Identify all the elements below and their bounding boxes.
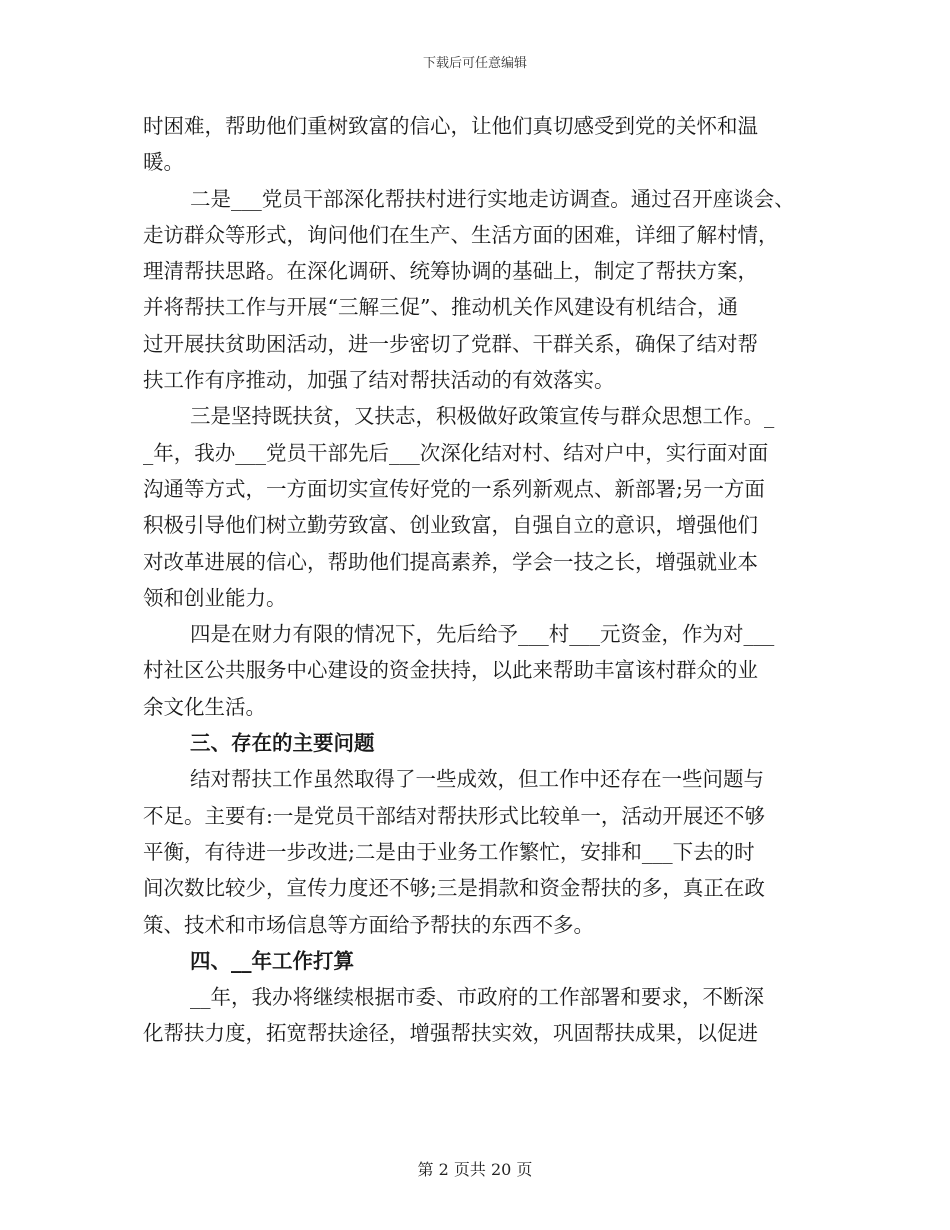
text-line: 理清帮扶思路。在深化调研、统筹协调的基础上，制定了帮扶方案， (143, 259, 758, 284)
text-line: __年，我办将继续根据市委、市政府的工作部署和要求，不断深 (190, 985, 764, 1010)
text-line: 三是坚持既扶贫，又扶志，积极做好政策宣传与群众思想工作。_ (190, 404, 775, 429)
text-line: 暖。 (143, 150, 184, 175)
text-line: 扶工作有序推动，加强了结对帮扶活动的有效落实。 (143, 368, 615, 393)
text-line: 四是在财力有限的情况下，先后给予___村___元资金，作为对___ (190, 622, 775, 647)
text-line: 对改革进展的信心，帮助他们提高素养，学会一技之长，增强就业本 (143, 549, 758, 574)
text-line: 沟通等方式，一方面切实宣传好党的一系列新观点、新部署;另一方面 (143, 476, 765, 501)
page-footer: 第 2 页共 20 页 (417, 1160, 533, 1179)
text-line: 村社区公共服务中心建设的资金扶持，以此来帮助丰富该村群众的业 (143, 658, 758, 683)
section-heading: 三、存在的主要问题 (190, 731, 375, 756)
text-line: 时困难，帮助他们重树致富的信心，让他们真切感受到党的关怀和温 (143, 114, 758, 138)
page-header: 下载后可任意编辑 (422, 56, 527, 71)
text-line: 间次数比较少，宣传力度还不够;三是捐款和资金帮扶的多，真正在政 (143, 876, 765, 901)
text-line: 余文化生活。 (143, 694, 266, 719)
text-line: 并将帮扶工作与开展“三解三促”、推动机关作风建设有机结合，通 (143, 295, 738, 320)
text-line: 积极引导他们树立勤劳致富、创业致富，自强自立的意识，增强他们 (143, 513, 758, 538)
text-line: 平衡，有待进一步改进;二是由于业务工作繁忙，安排和___下去的时 (143, 839, 755, 864)
text-line: 不足。主要有:一是党员干部结对帮扶形式比较单一，活动开展还不够 (143, 803, 765, 828)
text-line: 结对帮扶工作虽然取得了一些成效，但工作中还存在一些问题与 (190, 767, 764, 792)
text-line: _年，我办___党员干部先后___次深化结对村、结对户中，实行面对面 (143, 440, 769, 465)
text-line: 走访群众等形式，询问他们在生产、生活方面的困难，详细了解村情， (143, 222, 779, 247)
section-heading: 四、__年工作打算 (190, 948, 354, 973)
text-line: 领和创业能力。 (143, 585, 287, 610)
document-body (143, 108, 823, 1052)
text-line: 二是___党员干部深化帮扶村进行实地走访调查。通过召开座谈会、 (190, 186, 795, 211)
text-line: 过开展扶贫助困活动，进一步密切了党群、干群关系，确保了结对帮 (143, 331, 758, 356)
text-line: 策、技术和市场信息等方面给予帮扶的东西不多。 (143, 912, 594, 937)
text-line: 化帮扶力度，拓宽帮扶途径，增强帮扶实效，巩固帮扶成果，以促进 (143, 1021, 758, 1046)
